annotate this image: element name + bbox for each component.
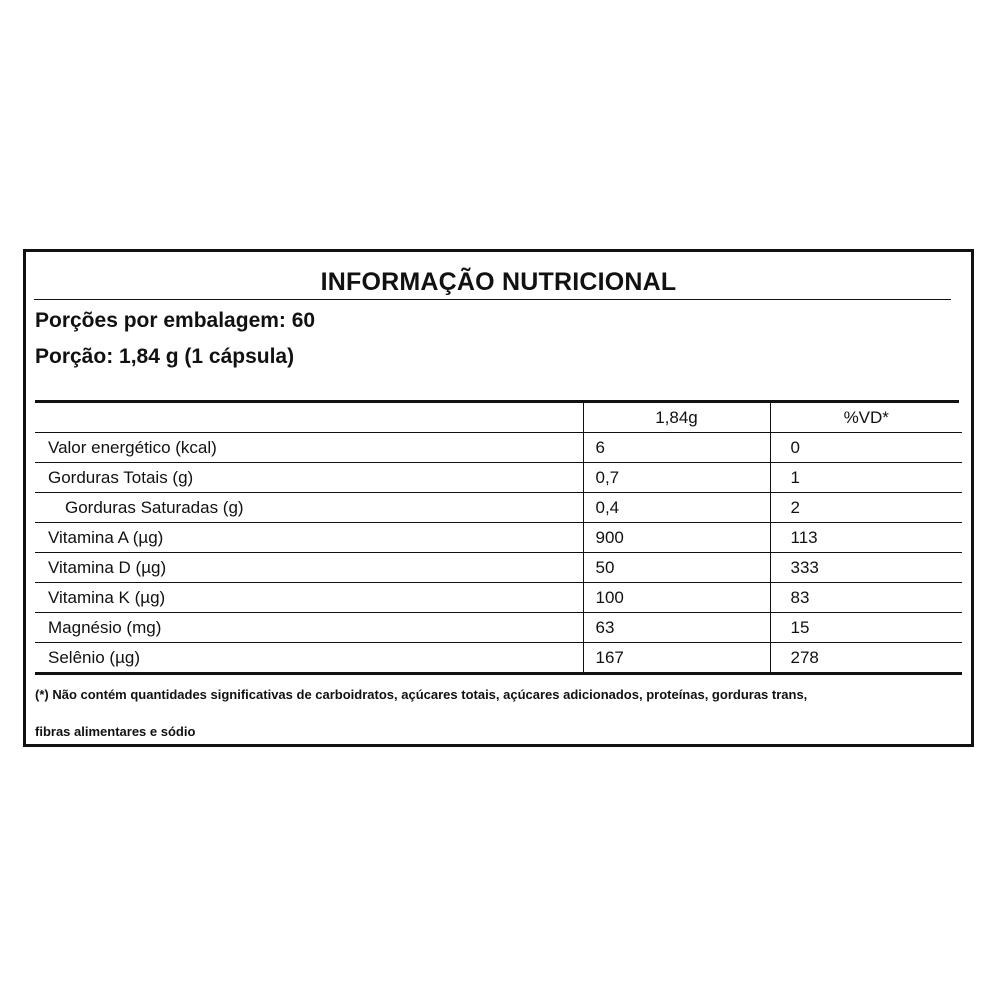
nutrient-dv: 333: [770, 553, 962, 583]
table-row: [35, 583, 962, 613]
footnote: (*) Não contém quantidades significativas de carboidratos, açúcares totais, açúcares adicionados, proteínas, gorduras trans,: [35, 687, 808, 702]
nutrient-name: Selênio (µg): [35, 643, 583, 674]
nutrient-amount: 0,7: [583, 463, 770, 493]
table-row: [35, 523, 962, 553]
nutrient-dv: 2: [770, 493, 962, 523]
title-divider: [34, 299, 951, 300]
column-header-amount: 1,84g: [583, 403, 770, 433]
nutrition-facts-panel: [23, 249, 974, 747]
nutrition-table: [35, 403, 962, 675]
nutrient-amount: 6: [583, 433, 770, 463]
table-row: [35, 613, 962, 643]
nutrient-amount: 63: [583, 613, 770, 643]
servings-per-package: Porções por embalagem: 60: [35, 309, 316, 332]
nutrient-name: Gorduras Saturadas (g): [35, 493, 583, 523]
nutrient-amount: 50: [583, 553, 770, 583]
nutrient-name: Vitamina D (µg): [35, 553, 583, 583]
nutrient-amount: 100: [583, 583, 770, 613]
nutrient-dv: 278: [770, 643, 962, 674]
nutrient-amount: 900: [583, 523, 770, 553]
nutrient-name: Vitamina A (µg): [35, 523, 583, 553]
nutrient-name: Magnésio (mg): [35, 613, 583, 643]
nutrient-dv: 1: [770, 463, 962, 493]
nutrient-dv: 0: [770, 433, 962, 463]
panel-title: INFORMAÇÃO NUTRICIONAL: [320, 268, 677, 296]
column-header-dv: %VD*: [770, 403, 962, 433]
table-row: [35, 433, 962, 463]
nutrient-dv: 15: [770, 613, 962, 643]
nutrient-dv: 83: [770, 583, 962, 613]
nutrient-amount: 0,4: [583, 493, 770, 523]
serving-size: Porção: 1,84 g (1 cápsula): [35, 345, 295, 368]
nutrient-name: Gorduras Totais (g): [35, 463, 583, 493]
table-row: [35, 493, 962, 523]
table-header-row: [35, 403, 962, 433]
nutrient-name: Vitamina K (µg): [35, 583, 583, 613]
table-row: [35, 553, 962, 583]
footnote-continued: fibras alimentares e sódio: [35, 724, 196, 739]
table-row: [35, 463, 962, 493]
nutrient-dv: 113: [770, 523, 962, 553]
column-header-name: [35, 403, 583, 433]
nutrient-amount: 167: [583, 643, 770, 674]
nutrient-name: Valor energético (kcal): [35, 433, 583, 463]
table-row: [35, 643, 962, 674]
